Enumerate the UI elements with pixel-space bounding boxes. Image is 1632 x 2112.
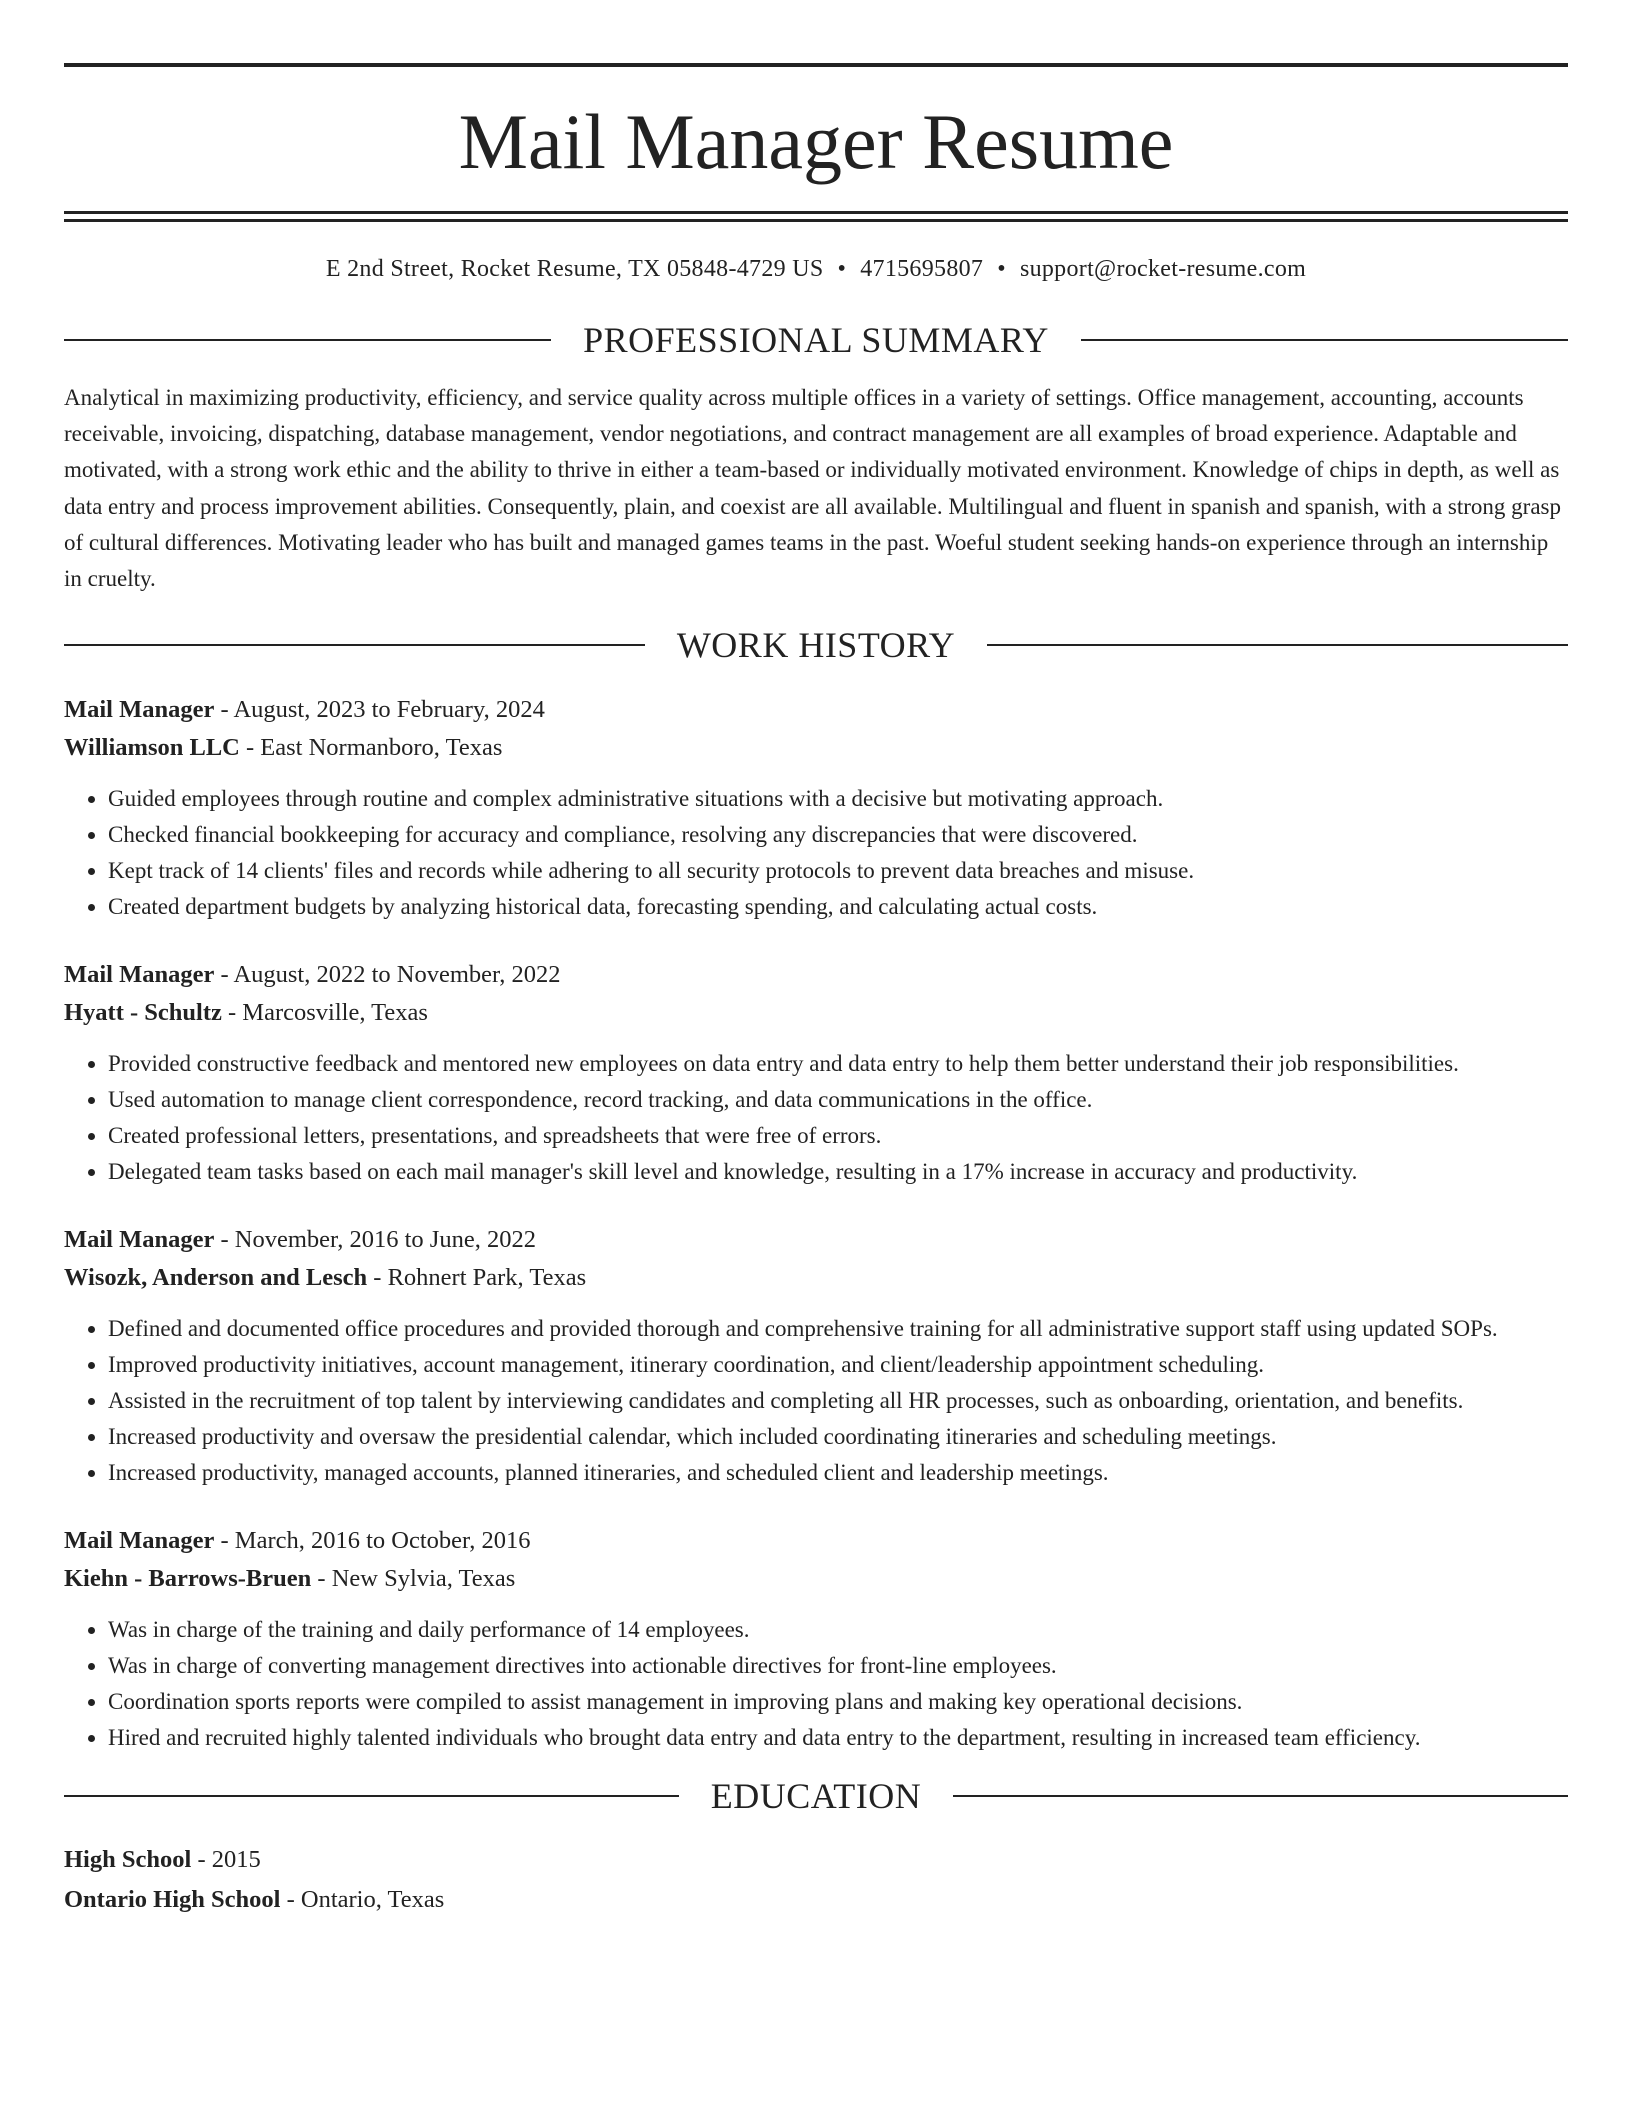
title-double-rule <box>64 211 1568 222</box>
job-bullet: • Defined and documented office procedures and provided thorough and comprehensive training for all administrative support staff using updated SOPs. <box>108 1311 1568 1347</box>
job-dates: August, 2022 to November, 2022 <box>233 961 561 989</box>
contact-address: E 2nd Street, Rocket Resume, TX 05848-4729 US <box>325 256 824 282</box>
contact-phone: 4715695807 <box>860 256 984 282</box>
job-bullet: • Guided employees through routine and complex administrative situations with a decisive but motivating approach. <box>108 781 1568 817</box>
job-bullet: • Created department budgets by analyzing historical data, forecasting spending, and calculating actual costs. <box>108 889 1568 925</box>
job-title-line: Mail Manager - March, 2016 to October, 2016 <box>64 1527 531 1555</box>
contact-separator: • <box>837 256 847 282</box>
job-location: Marcosville, Texas <box>242 999 428 1027</box>
job-title: Mail Manager <box>64 1226 215 1254</box>
job-company-line: Kiehn - Barrows-Bruen - New Sylvia, Texas <box>64 1565 516 1593</box>
heading-rule <box>64 339 551 341</box>
education-degree-line: High School - 2015 <box>64 1846 261 1874</box>
education-degree: High School <box>64 1846 192 1874</box>
job-bullet: • Increased productivity and oversaw the presidential calendar, which included coordinating itineraries and scheduling meetings. <box>108 1419 1568 1455</box>
job-entry <box>64 1221 1568 1491</box>
job-location: East Normanboro, Texas <box>260 734 503 762</box>
job-bullet: • Hired and recruited highly talented individuals who brought data entry and data entry to the department, resulting in increased team efficiency. <box>108 1720 1568 1756</box>
job-location: Rohnert Park, Texas <box>387 1264 587 1292</box>
job-bullet: • Increased productivity, managed accounts, planned itineraries, and scheduled client and leadership meetings. <box>108 1455 1568 1491</box>
contact-line <box>64 256 1568 286</box>
job-company-line: Hyatt - Schultz - Marcosville, Texas <box>64 999 428 1027</box>
job-bullet: • Kept track of 14 clients' files and records while adhering to all security protocols to prevent data breaches and misuse. <box>108 853 1568 889</box>
job-bullet: • Coordination sports reports were compiled to assist management in improving plans and making key operational decisions. <box>108 1684 1568 1720</box>
heading-rule <box>64 644 645 646</box>
job-bullet: • Improved productivity initiatives, account management, itinerary coordination, and client/leadership appointment scheduling. <box>108 1347 1568 1383</box>
job-bullets <box>64 1046 1568 1190</box>
job-bullets <box>64 781 1568 925</box>
education-school: Ontario High School <box>64 1886 281 1914</box>
education-year: 2015 <box>211 1846 261 1874</box>
job-entry <box>64 956 1568 1190</box>
education-location: Ontario, Texas <box>300 1886 445 1914</box>
job-bullet: • Assisted in the recruitment of top talent by interviewing candidates and completing all HR processes, such as onboarding, orientation, and benefits. <box>108 1383 1568 1419</box>
job-title-line: Mail Manager - August, 2022 to November, 2022 <box>64 961 561 989</box>
summary-heading-text: PROFESSIONAL SUMMARY <box>583 320 1049 360</box>
job-bullet: • Delegated team tasks based on each mail manager's skill level and knowledge, resulting in a 17% increase in accuracy and productivity. <box>108 1154 1568 1190</box>
job-bullet: • Was in charge of the training and daily performance of 14 employees. <box>108 1612 1568 1648</box>
education-heading <box>64 1776 1568 1817</box>
top-rule <box>64 63 1568 67</box>
summary-text: Analytical in maximizing productivity, efficiency, and service quality across multiple offices in a variety of settings. Office management, accounting, accounts receivable, invoicing, dispatching, database management, vendor negotiations, and contract management are all examples of broad experience. Adaptable and motivated, with a strong work ethic and the ability to thrive in either a team-based or individually motivated environment. Knowledge of chips in depth, as well as data entry and process improvement abilities. Consequently, plain, and coexist are all available. Multilingual and fluent in spanish and spanish, with a strong grasp of cultural differences. Motivating leader who has built and managed games teams in the past. Woeful student seeking hands-on experience through an internship in cruelty. <box>64 385 1561 592</box>
work-history-heading-text: WORK HISTORY <box>676 625 956 666</box>
job-dates: March, 2016 to October, 2016 <box>234 1527 531 1555</box>
job-location: New Sylvia, Texas <box>331 1565 516 1593</box>
heading-rule <box>987 644 1568 646</box>
job-bullet: • Was in charge of converting management directives into actionable directives for front-line employees. <box>108 1648 1568 1684</box>
heading-rule <box>1081 339 1568 341</box>
resume-title: Mail Manager Resume <box>458 98 1174 185</box>
job-entry <box>64 691 1568 925</box>
work-history-heading <box>64 625 1568 666</box>
job-bullets <box>64 1612 1568 1756</box>
summary-heading <box>64 322 1568 358</box>
job-bullet: • Provided constructive feedback and mentored new employees on data entry and data entry to help them better understand their job responsibilities. <box>108 1046 1568 1082</box>
job-title: Mail Manager <box>64 696 215 724</box>
contact-email: support@rocket-resume.com <box>1019 256 1307 282</box>
job-company-line: Williamson LLC - East Normanboro, Texas <box>64 734 503 762</box>
education-entry <box>64 1840 1568 1920</box>
job-company: Kiehn - Barrows-Bruen <box>64 1565 312 1593</box>
education-heading-text: EDUCATION <box>710 1776 922 1817</box>
job-bullets <box>64 1311 1568 1491</box>
job-company: Williamson LLC <box>64 734 240 762</box>
job-company: Wisozk, Anderson and Lesch <box>64 1264 368 1292</box>
resume-page <box>64 0 1568 1920</box>
job-company: Hyatt - Schultz <box>64 999 222 1027</box>
job-company-line: Wisozk, Anderson and Lesch - Rohnert Park, Texas <box>64 1264 587 1292</box>
heading-rule <box>64 1795 679 1797</box>
job-dates: August, 2023 to February, 2024 <box>233 696 545 724</box>
job-dates: November, 2016 to June, 2022 <box>234 1226 536 1254</box>
education-school-line: Ontario High School - Ontario, Texas <box>64 1886 445 1914</box>
job-title: Mail Manager <box>64 961 215 989</box>
job-title-line: Mail Manager - August, 2023 to February, 2024 <box>64 696 545 724</box>
job-title: Mail Manager <box>64 1527 215 1555</box>
heading-rule <box>953 1795 1568 1797</box>
contact-separator: • <box>997 256 1006 282</box>
job-title-line: Mail Manager - November, 2016 to June, 2022 <box>64 1226 536 1254</box>
job-bullet: • Used automation to manage client correspondence, record tracking, and data communications in the office. <box>108 1082 1568 1118</box>
job-bullet: • Created professional letters, presentations, and spreadsheets that were free of errors. <box>108 1118 1568 1154</box>
job-bullet: • Checked financial bookkeeping for accuracy and compliance, resolving any discrepancies that were discovered. <box>108 817 1568 853</box>
job-entry <box>64 1522 1568 1756</box>
